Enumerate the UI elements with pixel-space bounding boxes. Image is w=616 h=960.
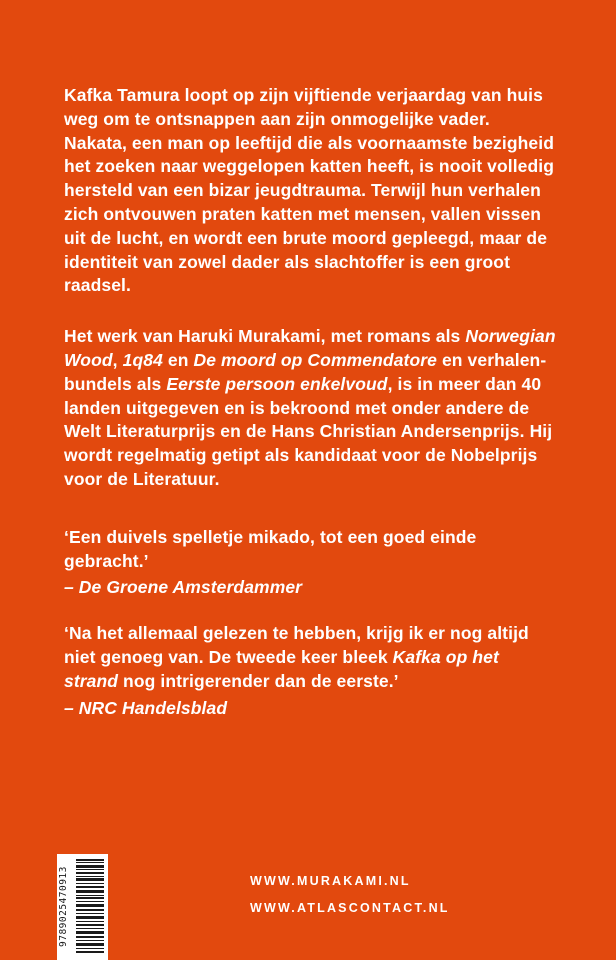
- review-quote-text: ‘Een duivels spelletje mikado, tot een goed einde gebracht.’: [64, 526, 477, 571]
- back-cover-text-column: [64, 84, 556, 742]
- publisher-urls: [250, 874, 450, 915]
- review-quote: [64, 526, 556, 600]
- review-quote: [64, 622, 556, 720]
- author-bio-text: Het werk van Haruki Murakami, met romans als Norwegian Wood, 1q84 en De moord op Commendatore en verhalen-bundels als Eerste persoon enkelvoud, is in meer dan 40 landen uitgegeven en is bekroond met onder andere de Welt Literaturprijs en de Hans Christian Andersenprijs. Hij wordt regelmatig getipt als kandidaat voor de Nobelprijs voor de Literatuur.: [64, 326, 556, 489]
- atlascontact-url: WWW.ATLASCONTACT.NL: [250, 901, 450, 915]
- review-quote-text: ‘Na het allemaal gelezen te hebben, krijg ik er nog altijd niet genoeg van. De tweede keer bleek Kafka op het strand nog intrigerender dan de eerste.’: [64, 623, 529, 691]
- review-quote-source: – De Groene Amsterdammer: [64, 577, 303, 598]
- barcode: [57, 854, 108, 960]
- synopsis-text: Kafka Tamura loopt op zijn vijftiende verjaardag van huis weg om te ontsnappen aan zijn onmogelijke vader. Nakata, een man op leeftijd die als voornaamste bezigheid het zoeken naar weggelopen katten heeft, is nooit volledig hersteld van een bizar jeugdtrauma. Terwijl hun verhalen zich ontvouwen praten katten met mensen, vallen vissen uit de lucht, en wordt een brute moord gepleegd, maar de identiteit van zowel dader als slachtoffer is een groot raadsel.: [64, 85, 555, 296]
- murakami-url: WWW.MURAKAMI.NL: [250, 874, 411, 888]
- barcode-number: 9789025470913: [58, 866, 69, 948]
- barcode-bars-icon: [76, 859, 104, 955]
- review-quote-source: – NRC Handelsblad: [64, 697, 228, 718]
